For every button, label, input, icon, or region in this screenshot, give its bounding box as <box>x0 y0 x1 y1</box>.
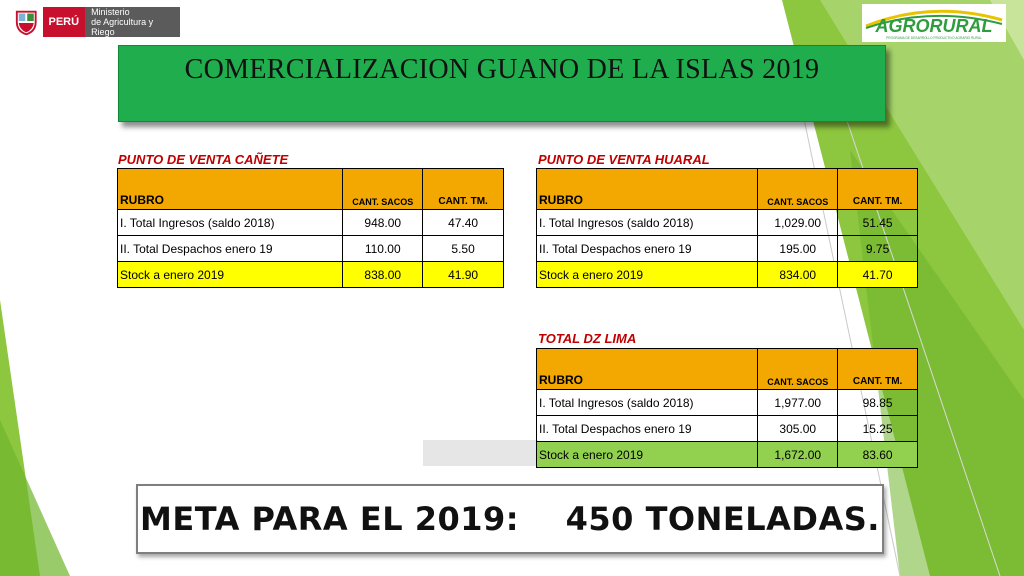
row-sacos: 110.00 <box>343 236 423 262</box>
table-row <box>537 210 918 236</box>
row-label: Stock a enero 2019 <box>537 442 758 468</box>
header-rubro: RUBRO <box>537 169 758 210</box>
government-logo <box>14 6 180 38</box>
goal-text: META PARA EL 2019: 450 TONELADAS. <box>140 500 880 538</box>
agrorural-logo <box>862 4 1006 42</box>
row-sacos: 1,029.00 <box>758 210 838 236</box>
total-table <box>536 348 918 468</box>
row-tm: 98.85 <box>838 390 918 416</box>
row-label: I. Total Ingresos (saldo 2018) <box>537 210 758 236</box>
huaral-table <box>536 168 918 288</box>
header-cant-tm: CANT. TM. <box>838 349 918 390</box>
total-section-label: TOTAL DZ LIMA <box>538 331 637 346</box>
ministry-label <box>85 7 180 37</box>
header-rubro: RUBRO <box>118 169 343 210</box>
row-label: II. Total Despachos enero 19 <box>537 416 758 442</box>
ministry-line-2: de Agricultura y Riego <box>91 17 154 37</box>
row-label: Stock a enero 2019 <box>537 262 758 288</box>
header-cant-sacos: CANT. SACOS <box>343 169 423 210</box>
header-cant-sacos: CANT. SACOS <box>758 349 838 390</box>
agrorural-logo-subtext: PROGRAMA DE DESARROLLO PRODUCTIVO AGRARIO RURAL <box>886 36 982 40</box>
header-cant-tm: CANT. TM. <box>423 169 504 210</box>
header-rubro: RUBRO <box>537 349 758 390</box>
row-tm: 41.90 <box>423 262 504 288</box>
table-header-row <box>118 169 504 210</box>
stock-row <box>118 262 504 288</box>
row-sacos: 1,977.00 <box>758 390 838 416</box>
table-header-row <box>537 169 918 210</box>
row-tm: 51.45 <box>838 210 918 236</box>
header-cant-sacos: CANT. SACOS <box>758 169 838 210</box>
row-label: I. Total Ingresos (saldo 2018) <box>118 210 343 236</box>
row-label: Stock a enero 2019 <box>118 262 343 288</box>
table-row <box>537 390 918 416</box>
table-row <box>537 416 918 442</box>
table-row <box>537 236 918 262</box>
stock-row <box>537 262 918 288</box>
gray-strip <box>423 440 538 466</box>
page-title: COMERCIALIZACION GUANO DE LA ISLAS 2019 <box>184 54 820 85</box>
row-label: II. Total Despachos enero 19 <box>537 236 758 262</box>
row-sacos: 834.00 <box>758 262 838 288</box>
table-row <box>118 210 504 236</box>
coat-of-arms-icon <box>14 8 39 36</box>
row-label: II. Total Despachos enero 19 <box>118 236 343 262</box>
row-sacos: 1,672.00 <box>758 442 838 468</box>
row-label: I. Total Ingresos (saldo 2018) <box>537 390 758 416</box>
canete-table <box>117 168 504 288</box>
ministry-line-1: Ministerio <box>91 7 130 17</box>
row-sacos: 838.00 <box>343 262 423 288</box>
row-tm: 15.25 <box>838 416 918 442</box>
row-tm: 47.40 <box>423 210 504 236</box>
goal-banner <box>136 484 884 554</box>
row-tm: 41.70 <box>838 262 918 288</box>
stock-row <box>537 442 918 468</box>
row-sacos: 948.00 <box>343 210 423 236</box>
table-header-row <box>537 349 918 390</box>
canete-section-label: PUNTO DE VENTA CAÑETE <box>118 152 289 167</box>
row-tm: 9.75 <box>838 236 918 262</box>
row-sacos: 305.00 <box>758 416 838 442</box>
row-sacos: 195.00 <box>758 236 838 262</box>
row-tm: 5.50 <box>423 236 504 262</box>
table-row <box>118 236 504 262</box>
huaral-section-label: PUNTO DE VENTA HUARAL <box>538 152 710 167</box>
header-cant-tm: CANT. TM. <box>838 169 918 210</box>
peru-label: PERÚ <box>43 7 86 37</box>
title-banner <box>118 45 886 122</box>
agrorural-logo-text: AGRORURAL <box>875 16 993 36</box>
row-tm: 83.60 <box>838 442 918 468</box>
